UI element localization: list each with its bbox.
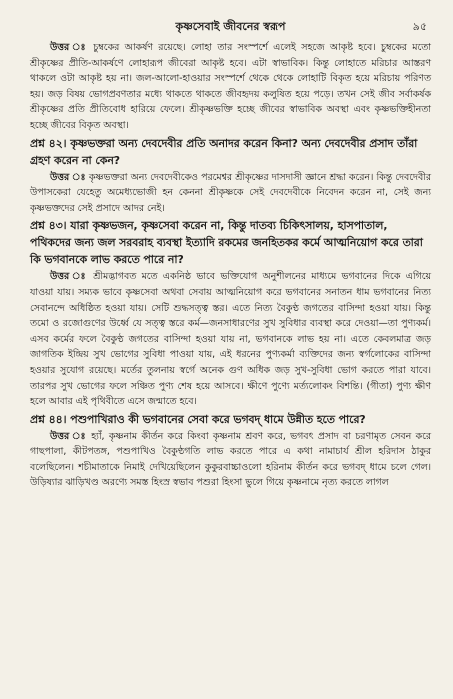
answer-paragraph <box>30 429 431 491</box>
running-header <box>30 6 431 34</box>
answer-lead: উত্তর ঃ <box>50 430 87 442</box>
answer-lead: উত্তর ঃ <box>50 271 88 283</box>
answer-text: হ্যাঁ, কৃষ্ণনাম কীর্তন করে কিংবা কৃষ্ণনাম শ্রবণ করে, ভগবৎ প্রসাদ বা চরণামৃত সেবন করে গাছপালা, কীটপতঙ্গ, পশুপাখিও বৈকুণ্ঠগতি লাভ করতে পারে এ কথা নামাচার্য শ্রীল হরিদাস ঠাকুর বলেছিলেন। শচীমাতাকে নিমাই দেখিয়েছিলেন কুকুরবাচ্চাওলো হরিনাম কীর্তন করে ভগবদ্ ধামে চলে গেল। উড়িষ্যার ঝাড়িখণ্ড অরণ্যে সমস্ত হিংস্র স্বভাব পশুরা হিংসা ভুলে গিয়ে কৃষ্ণনামে নৃত্য করতে লাগল <box>30 430 431 489</box>
answer-text: শ্রীমদ্ভাগবত মতে একনিষ্ঠ ভাবে ভক্তিযোগ অনুশীলনের মাধ্যমে ভগবানের দিকে এগিয়ে যাওয়া যায়। সম্যক ভাবে কৃষ্ণসেবা অথবা সেবায় আত্মনিয়োগ করে ভগবানের সনাতন ধাম ভগবানের নিত্য সেবানন্দে অধিষ্ঠিত হওয়া যায়। সেটি শুদ্ধসত্ত্ব স্তর। এতে নিত্য বৈকুণ্ঠ জগতের বাসিন্দা হওয়া যায়। কিন্তু তমো ও রজোগুণের উর্ধ্বে যে সত্ত্ব স্তরে কর্ম—জনসাধারণের সুখ সুবিধার ব্যবস্থা করে দেওয়া—তা পুণ্যকর্ম। এসব কর্মের ফলে বৈকুণ্ঠ জগতের বাসিন্দা হওয়া যায় না, ভগবানকে লাভ হয় না। এতে কেবলমাত্র জড় জাগতিক ইন্দ্রিয় সুখ ভোগের সুবিধা পাওয়া যায়, এই ধরনের পুণ্যকর্মা ব্যক্তিদের জন্য স্বর্গলোকের বাসিন্দা হওয়ার সুযোগ রয়েছে। মর্তের তুলনায় স্বর্গে অনেক গুণ অধিক জড় সুখ-সুবিধা ভোগ করতে পারা যাবে। তারপর সুখ ভোগের ফলে সঞ্চিত পুণ্য শেষ হয়ে আসবে। ক্ষীণে পুণ্যে মর্ত্যলোকং বিশন্তি। (গীতা) পুণ্য ক্ষীণ হলে আবার এই পৃথিবীতে এসে জন্মাতে হবে। <box>30 271 431 408</box>
answer-lead: উত্তর ঃ <box>50 171 86 183</box>
answer-text: চুম্বকের আকর্ষণ রয়েছে। লোহা তার সংস্পর্শে এলেই সহজে আকৃষ্ট হবে। চুম্বকের মতো শ্রীকৃষ্ণের প্রীতি-আকর্ষণে লোহারূপ জীবেরা আকৃষ্ট হবে। এটা স্বাভাবিক। কিন্তু লোহাতে মরিচার আস্তরণ থাকলে ওটা আকৃষ্ট হয় না। জল-আলো-হাওয়ার সংস্পর্শে থেকে থেকে লোহাটি বিকৃত হয়ে মরিচায় পরিণত হয়। জড় বিষয় ভোগপ্রবণতার মধ্যে থাকতে থাকতে জীবহৃদয় কলুষিত হয়ে পড়ে। তখন সেই জীব সর্বাকর্ষক শ্রীকৃষ্ণের প্রতি প্রীতিবোধ হারিয়ে ফেলে। শ্রীকৃষ্ণভক্তি হচ্ছে জীবের স্বাভাবিক অবস্থা এবং কৃষ্ণভক্তিহীনতা হচ্ছে জীবের বিকৃত অবস্থা। <box>30 42 431 131</box>
question-heading: প্রশ্ন ৪৪। পশুপাখিরাও কী ভগবানের সেবা করে ভগবদ্ ধামে উন্নীত হতে পারে? <box>30 412 366 426</box>
answer-text: কৃষ্ণভক্তরা অন্য দেবদেবীকেও পরমেশ্বর শ্রীকৃষ্ণের দাসদাসী জ্ঞানে শ্রদ্ধা করেন। কিন্তু দেবদেবীর উপাসকেরা যেহেতু অমেধ্যভোজী হন কেননা শ্রীকৃষ্ণকে সেই দেবদেবীকে নিবেদন করেন না, সেই জন্য কৃষ্ণভক্তদের সেই প্রসাদে আদর নেই। <box>30 171 431 214</box>
question-heading: প্রশ্ন ৪২। কৃষ্ণভক্তরা অন্য দেবদেবীর প্রতি অনাদর করেন কিনা? অন্য দেবদেবীর প্রসাদ তাঁরা গ্রহণ করেন না কেন? <box>30 136 418 167</box>
answer-paragraph <box>30 170 431 217</box>
answer-paragraph <box>30 40 431 134</box>
question-heading: প্রশ্ন ৪৩। যারা কৃষ্ণভজন, কৃষ্ণসেবা করেন না, কিন্তু দাতব্য চিকিৎসালয়, হাসপাতাল, পথিকদের জন্য জল সরবরাহ ব্যবস্থা ইত্যাদি রকমের জনহিতকর কর্মে আত্মনিয়োগ করে তারা কি ভগবানকে লাভ করতে পারে না? <box>30 219 423 267</box>
running-title: কৃষ্ণসেবাই জীবনের স্বরূপ <box>175 20 286 33</box>
page-body <box>30 40 431 491</box>
page-number: ৯৫ <box>412 20 427 33</box>
answer-paragraph <box>30 269 431 409</box>
answer-lead: উত্তর ঃ <box>50 42 88 53</box>
